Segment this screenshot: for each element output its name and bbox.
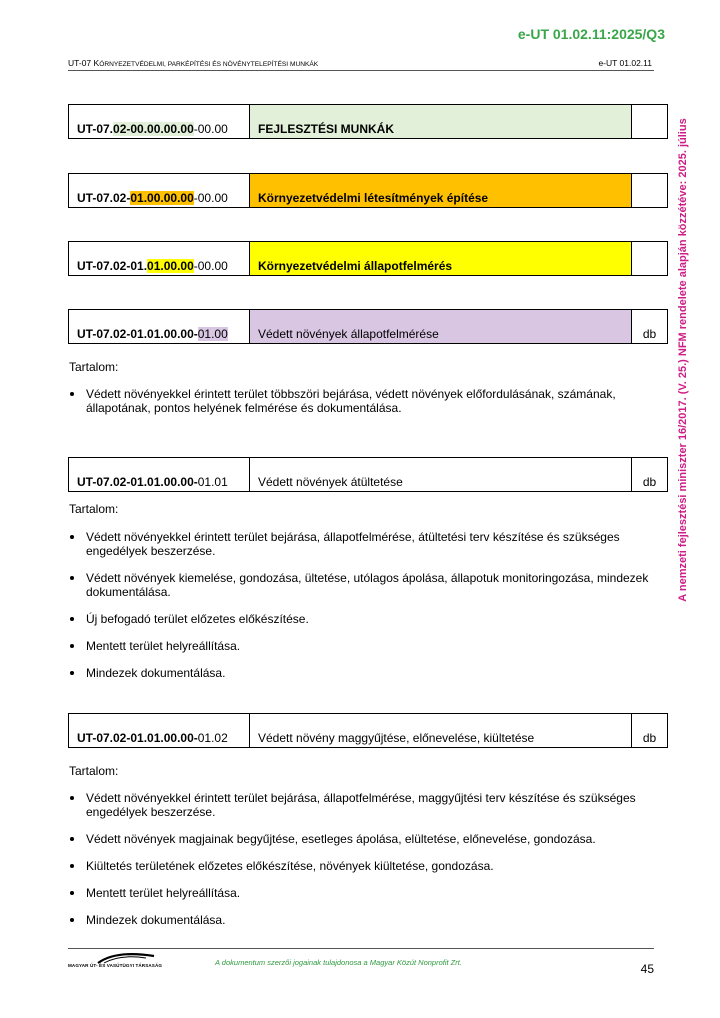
header-chapter-name: ÖRNYEZETVÉDELMI, PARKÉPÍTÉSI ÉS NÖVÉNYTELEPÍTÉSI MUNKÁK [99,61,319,68]
item-code: UT-07.02-01.01.00.00- 01.00 [69,310,250,343]
content-label: Tartalom: [69,764,119,778]
code-highlight: 01.00 [197,327,228,341]
item-code: UT-07.02-01.01.00.00- 01.01 [69,458,250,491]
list-item: Védett növényekkel érintett terület bejárása, állapotfelmérése, átültetési terv készítése és szükséges engedélyek beszerzése. [68,530,658,558]
code-row-vedett-novenyek-atultetese [68,457,668,492]
item-title: Környezetvédelmi létesítmények építése [250,174,632,207]
header-chapter-title [68,58,318,68]
road-logo-icon [96,950,156,964]
content-list [68,387,658,428]
item-code: UT-07. 02-00.00.00.00 -00.00 [69,105,250,138]
content-list [68,530,658,693]
code-row-fejlesztesi-munkak [68,104,668,139]
list-item: Védett növények kiemelése, gondozása, ültetése, utólagos ápolása, állapotuk monitoringozása, mindezek dokumentálása. [68,571,658,599]
footer-logo [68,950,188,972]
header-chapter-code: UT-07 K [68,58,100,68]
item-title: Védett növény maggyűjtése, előnevelése, kiültetése [250,714,632,747]
code-row-kornyezetvedelmi-letesitmenyek [68,173,668,208]
list-item: Védett növények magjainak begyűjtése, esetleges ápolása, elültetése, előnevelése, gondozása. [68,832,658,846]
publication-note-text: A nemzeti fejlesztési miniszter 16/2017. (V. 25.) NFM rendelete alapján közzétéve: 2025. július [677,118,689,602]
item-unit: db [642,731,657,745]
document-code: e-UT 01.02.11:2025/Q3 [517,26,665,42]
item-code: UT-07.02- 01.00.00.00 -00.00 [69,174,250,207]
code-row-vedett-novenyek-allapotfelmerese [68,309,668,344]
list-item: Védett növényekkel érintett terület bejárása, állapotfelmérése, maggyűjtési terv készítése és szükséges engedélyek beszerzése. [68,791,658,819]
item-title: FEJLESZTÉSI MUNKÁK [250,105,632,138]
list-item: Mindezek dokumentálása. [68,913,658,927]
item-title: Védett növények átültetése [250,458,632,491]
list-item: Mindezek dokumentálása. [68,666,658,680]
item-unit [632,242,667,275]
item-unit: db [642,327,657,341]
footer-logo-text: MAGYAR ÚT- ÉS VASÚTÜGYI TÁRSASÁG [68,963,163,968]
header-doc-code: e-UT 01.02.11 [598,58,652,68]
item-code: UT-07.02-01.01.00.00- 01.02 [69,714,250,747]
item-unit [632,174,667,207]
page-header [68,58,654,71]
item-title: Környezetvédelmi állapotfelmérés [250,242,632,275]
list-item: Mentett terület helyreállítása. [68,886,658,900]
list-item: Mentett terület helyreállítása. [68,639,658,653]
content-label: Tartalom: [69,502,119,516]
code-row-vedett-noveny-maggyujtese [68,713,668,748]
code-row-kornyezetvedelmi-allapotfelmeres [68,241,668,276]
footer-divider [68,948,654,949]
item-title: Védett növények állapotfelmérése [250,310,632,343]
item-unit: db [642,475,657,489]
content-label: Tartalom: [69,360,119,374]
item-code: UT-07.02-01. 01.00.00 -00.00 [69,242,250,275]
code-highlight: 01.00.00.00 [130,191,194,205]
list-item: Kiültetés területének előzetes előkészítése, növények kiültetése, gondozása. [68,859,658,873]
list-item: Új befogadó terület előzetes előkészítése. [68,612,658,626]
code-highlight: 01.00.00 [147,259,194,273]
page-number: 45 [640,962,654,976]
item-unit [632,105,667,138]
content-list [68,791,658,940]
publication-note [663,90,703,630]
footer-copyright: A dokumentum szerzői jogainak tulajdonosa a Magyar Közút Nonprofit Zrt. [215,958,462,967]
code-highlight: 02-00.00.00.00 [113,122,194,136]
list-item: Védett növényekkel érintett terület többszöri bejárása, védett növények előfordulásának, számának, állapotának, pontos helyének felmérése és dokumentálása. [68,387,658,415]
